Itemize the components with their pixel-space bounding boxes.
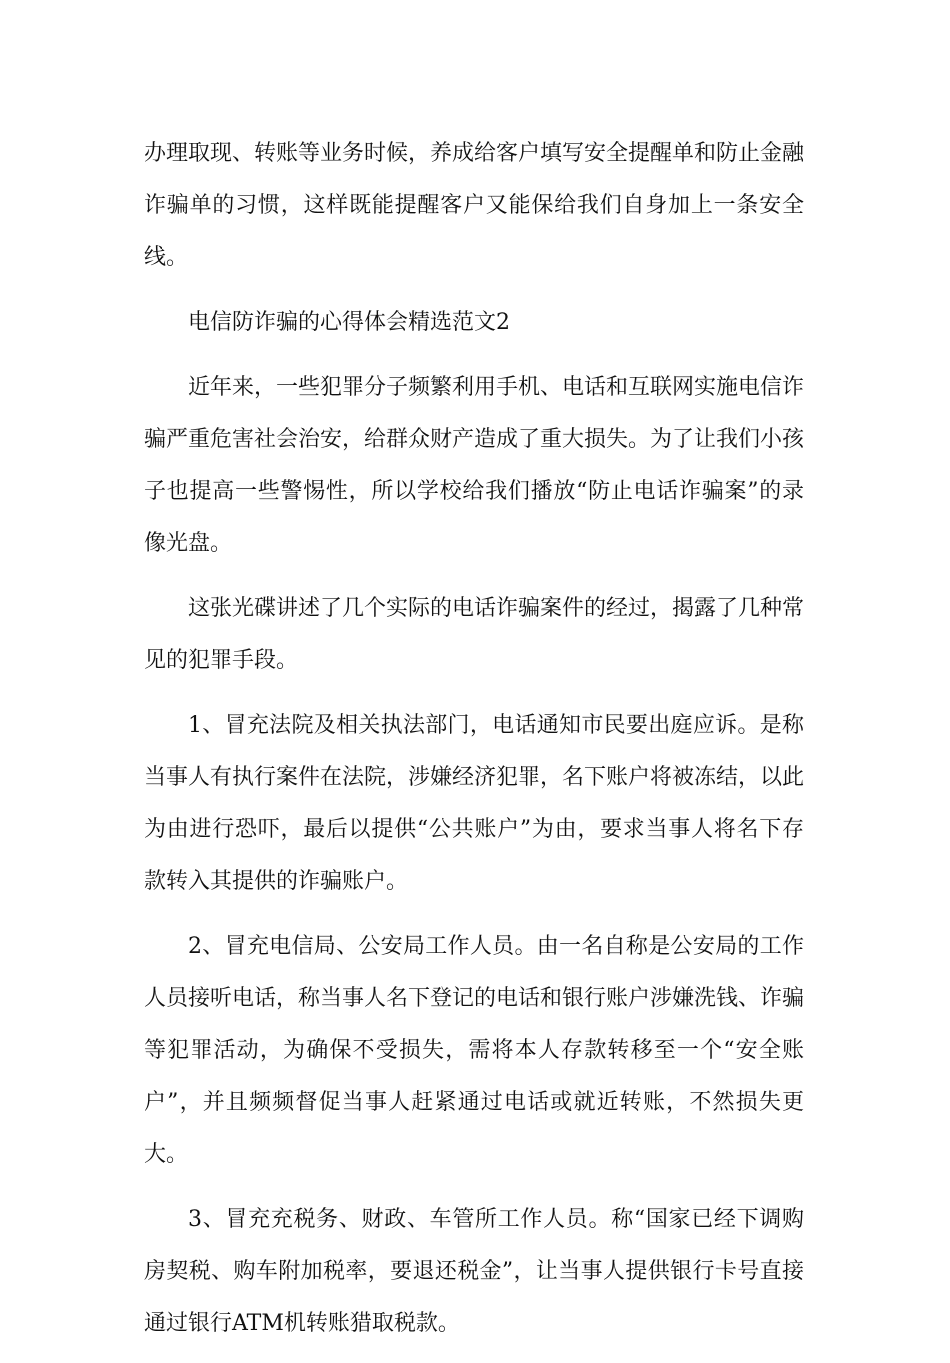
paragraph-continuation: 办理取现、转账等业务时候，养成给客户填写安全提醒单和防止金融诈骗单的习惯，这样既能提醒客户又能保给我们自身加上一条安全线。: [144, 141, 805, 270]
list-item-3: 3、冒充充税务、财政、车管所工作人员。称“国家已经下调购房契税、购车附加税率，要退还税金”，让当事人提供银行卡号直接通过银行ATM机转账猎取税款。: [144, 1207, 804, 1336]
list-item-2: 2、冒充电信局、公安局工作人员。由一名自称是公安局的工作人员接听电话，称当事人名下登记的电话和银行账户涉嫌洗钱、诈骗等犯罪活动，为确保不受损失，需将本人存款转移至一个“安全账户”，并且频频督促当事人赶紧通过电话或就近转账，不然损失更大。: [144, 934, 805, 1167]
paragraph-summary: 这张光碟讲述了几个实际的电话诈骗案件的经过，揭露了几种常见的犯罪手段。: [144, 596, 805, 673]
document-body: [144, 128, 804, 1363]
list-item-1: 1、冒充法院及相关执法部门，电话通知市民要出庭应诉。是称当事人有执行案件在法院，涉嫌经济犯罪，名下账户将被冻结，以此为由进行恐吓，最后以提供“公共账户”为由，要求当事人将名下存款转入其提供的诈骗账户。: [144, 713, 805, 894]
paragraph-intro: 近年来，一些犯罪分子频繁利用手机、电话和互联网实施电信诈骗严重危害社会治安，给群众财产造成了重大损失。为了让我们小孩子也提高一些警惕性，所以学校给我们播放“防止电话诈骗案”的录像光盘。: [144, 375, 805, 556]
section-heading: 电信防诈骗的心得体会精选范文2: [188, 310, 510, 335]
